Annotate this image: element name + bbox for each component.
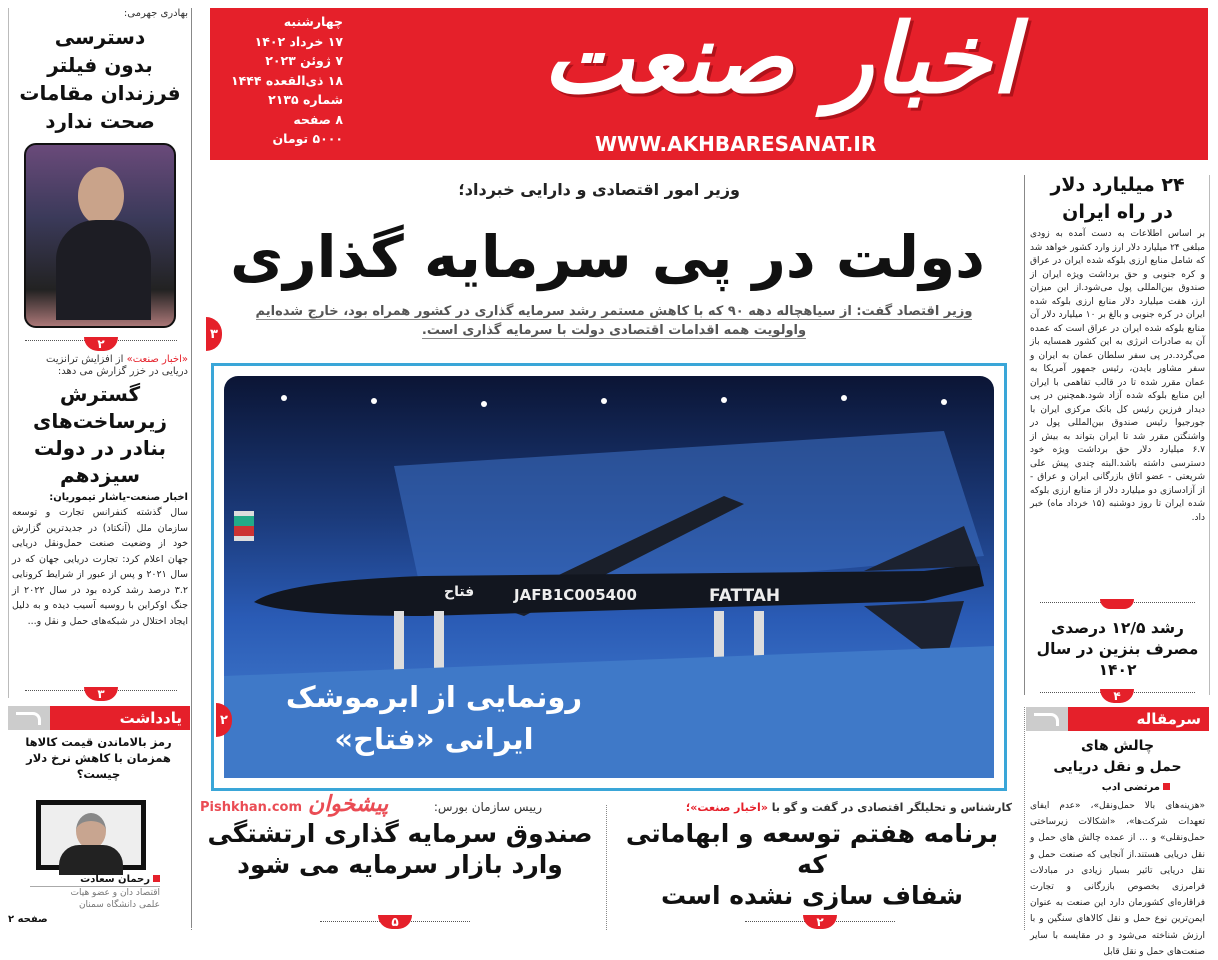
headline-line: شفاف سازی نشده است xyxy=(660,881,964,910)
headline-line: صندوق سرمایه گذاری ارتشتگی xyxy=(207,819,593,848)
column-divider xyxy=(1024,175,1025,695)
section-title: سرمقاله xyxy=(1068,707,1209,731)
photo-frame xyxy=(211,363,1007,791)
right-story-2-headline[interactable] xyxy=(1030,618,1205,681)
headline-line: در راه ایران xyxy=(1062,201,1173,223)
headline-line: حمل و نقل دریایی xyxy=(1053,759,1182,775)
date-lunar: ۱۸ ذی‌القعده ۱۴۴۴ xyxy=(230,72,343,88)
missile-name-fa: فتاح xyxy=(444,584,475,600)
headline-line: چالش های xyxy=(1080,738,1155,754)
author-role: علمی دانشگاه سمنان xyxy=(78,900,160,910)
logo: اخبار صنعت xyxy=(542,3,1018,115)
headline-line: صحت ندارد xyxy=(45,109,155,133)
kicker-text: از افزایش ترانزیت xyxy=(46,354,124,365)
missile-photo xyxy=(224,376,994,778)
bottom-right-story xyxy=(612,800,1012,911)
page-count: ۸ صفحه xyxy=(293,111,343,127)
headline-line: سیزدهم xyxy=(59,463,141,487)
caption-line: رونمایی از ابرموشک xyxy=(285,680,583,714)
headline-line: بنادر در دولت xyxy=(33,436,167,460)
column-divider xyxy=(8,8,9,698)
story-headline[interactable] xyxy=(612,818,1012,911)
headline-line: زیرساخت‌های xyxy=(33,409,167,433)
story-kicker xyxy=(12,354,188,378)
price: ۵۰۰۰ تومان xyxy=(272,131,343,146)
section-title: یادداشت xyxy=(50,706,190,730)
kicker-brand: «اخبار صنعت» xyxy=(126,354,188,365)
page-badge[interactable]: ۲ xyxy=(84,337,118,351)
bullet-icon xyxy=(1163,783,1170,790)
section-header-editorial xyxy=(1026,707,1209,731)
headline-line: گسترش xyxy=(59,382,141,406)
story-kicker: بهادری جهرمی: xyxy=(123,8,188,19)
headline-line: رمز بالاماندن قیمت کالاها xyxy=(25,735,172,749)
story-headline[interactable] xyxy=(1030,172,1205,226)
column-divider xyxy=(1024,707,1025,930)
story-headline[interactable] xyxy=(12,23,188,135)
page-badge[interactable]: ۳ xyxy=(206,317,222,351)
column-divider xyxy=(606,805,607,930)
story-kicker: رییس سازمان بورس: xyxy=(433,800,542,814)
story-headline[interactable] xyxy=(12,381,188,489)
headline-line: ۲۴ میلیارد دلار xyxy=(1050,174,1185,196)
left-story-1 xyxy=(12,8,188,328)
page-badge[interactable]: ۲ xyxy=(803,915,837,929)
masthead-info xyxy=(218,12,343,149)
author-photo xyxy=(36,800,146,870)
column-divider xyxy=(1209,175,1210,695)
lead-summary-line: واولویت همه اقدامات اقتصادی دولت با سرمایه گذاری است. xyxy=(421,323,807,338)
lead-kicker: وزیر امور اقتصادی و دارایی خبرداد؛ xyxy=(458,180,740,199)
page-ref[interactable]: صفحه ۲ xyxy=(8,914,48,925)
headline-line: وارد بازار سرمایه می شود xyxy=(237,850,563,879)
author-name: رحمان سعادت xyxy=(80,874,150,885)
headline-line: بدون فیلتر xyxy=(47,53,153,77)
page-badge[interactable]: ۲ xyxy=(216,703,232,737)
page-badge[interactable]: ۳ xyxy=(84,687,118,701)
photo-caption xyxy=(244,676,624,760)
lead-summary xyxy=(228,302,1000,340)
masthead xyxy=(210,3,1208,160)
headline-line: دسترسی xyxy=(54,25,146,49)
right-story-1 xyxy=(1030,172,1205,525)
bullet-icon xyxy=(153,875,160,882)
kicker-text: دریایی در خزر گزارش می دهد: xyxy=(57,366,188,377)
headline-line: همزمان با کاهش نرخ دلار چیست؟ xyxy=(26,751,171,781)
note-headline[interactable] xyxy=(7,734,190,782)
kicker-brand: «اخبار صنعت»؛ xyxy=(685,801,768,814)
missile-name: FATTAH xyxy=(709,586,781,606)
spokesman-photo xyxy=(24,143,176,328)
arrow-icon xyxy=(1026,707,1068,731)
editorial-body: «هزینه‌های بالا حمل‌ونقل»، «عدم ایفای تعهدات شرکت‌ها»، «اشکالات زیرساختی حمل‌ونقلی» و ... از عمده چالش های حمل و نقل دریایی هستند.از آنجایی که صنعت حمل و نقل دریایی تاثیر بسیار زیادی در مبادلات فرامرزی بخصوص بازرگانی و تجارت فراقاره‌ای کشورمان دارد این صنعت به عنوان ایمن‌ترین نوع حمل و نقل کالاهای سنگین و با ارزش شناخته می‌شود و در مقایسه با سایر صنعت‌های حمل و نقل قابل xyxy=(1030,801,1205,957)
website-url: WWW.AKHBARESANAT.IR xyxy=(595,132,877,156)
lead-headline: دولت در پی سرمایه گذاری xyxy=(230,223,985,291)
date-solar: ۱۷ خرداد ۱۴۰۲ xyxy=(254,33,343,49)
kicker-text: کارشناس و تحلیلگر اقتصادی در گفت و گو با xyxy=(771,801,1012,814)
author-role: اقتصاد دان و عضو هیات xyxy=(70,888,160,898)
story-headline[interactable] xyxy=(198,818,602,880)
headline-line: برنامه هفتم توسعه و ابهاماتی که xyxy=(625,819,999,879)
watermark-en: Pishkhan.com xyxy=(200,800,303,815)
headline-line: مصرف بنزین در سال xyxy=(1036,640,1199,658)
missile-serial: JAFB1C005400 xyxy=(514,586,637,604)
issue-number: شماره ۲۱۳۵ xyxy=(268,92,343,107)
headline-line: ۱۴۰۲ xyxy=(1098,661,1137,679)
headline-line: رشد ۱۲/۵ درصدی xyxy=(1051,619,1184,637)
editorial-headline[interactable] xyxy=(1030,736,1205,778)
story-kicker xyxy=(612,800,1012,815)
page-badge[interactable]: ۵ xyxy=(378,915,412,929)
page-badge xyxy=(1100,599,1134,609)
column-divider xyxy=(191,706,192,930)
caption-line: ایرانی «فتاح» xyxy=(334,722,534,756)
headline-line: فرزندان مقامات xyxy=(19,81,181,105)
date-gregorian: ۷ ژوئن ۲۰۲۳ xyxy=(265,53,343,68)
watermark xyxy=(200,792,388,818)
section-header-note xyxy=(8,706,190,730)
watermark-fa: پیشخوان xyxy=(308,792,389,817)
weekday: چهارشنبه xyxy=(283,14,343,29)
story-body: سال گذشته کنفرانس تجارت و توسعه سازمان ملل (آنکتاد) در جدیدترین گزارش خود از وضعیت صنعت حمل‌ونقل دریایی جهان اعلام کرد: تجارت دریایی جهان که در سال ۲۰۲۱ و پس از عبور از شرایط کرونایی ۳.۲ درصد رشد کرده بود در سال ۲۰۲۲ از جنگ اوکراین با روسیه آسیب دیده و به دلیل ایجاد اختلال در شبکه‌های حمل و نقل و... xyxy=(12,507,189,627)
left-story-2 xyxy=(12,354,188,629)
author-name: مرتضی ادب xyxy=(1101,782,1160,793)
story-body: بر اساس اطلاعات به دست آمده به زودی مبلغی ۲۴ میلیارد دلار ارز وارد کشور خواهد شد که شامل منابع ارزی بلوکه شده ایران در عراق و کره جنوبی و حق برداشت ویژه ایران از صندوق بین‌المللی پول می‌شود.از این میزان ارز، هفت میلیارد دلار منابع ارزی بلوکه شده ایران در کره جنوبی و بالغ بر ۱۰ میلیارد دلار آن منابع بلوکه شده ایران در عراق است که عمده آن به صادرات انرژی به این کشور همسایه باز می‌گردد.در پی سفر سلطان عمان به ایران و سفر مشاور بایدن، رئیس جمهور آمریکا به عمان مقرر شده تا در قالب تفاهمی با ایران این منابع بلوکه شده آزاد شود.همچنین در پی دیدار فرزین رئیس کل بانک مرکزی ایران با جورجیوا رئیس صندوق بین‌المللی پول در واشنگتن مقرر شد تا ایران بتواند به بیش از ۶.۷ میلیارد دلار حق برداشت ویژه خود دسترسی داشته باشد.البته چندی پیش علی شریعتی - عضو اتاق بازرگانی ایران و عراق - از آزادسازی دو میلیارد دلار از منابع ارزی بلوکه شده ایران تا روز دوشنبه (۱۵ خرداد ماه) خبر داد. xyxy=(1030,229,1205,523)
arrow-icon xyxy=(8,706,50,730)
byline: اخبار صنعت-یاشار تیموریان: xyxy=(49,492,188,503)
note-author xyxy=(30,873,160,911)
page-badge[interactable]: ۴ xyxy=(1100,689,1134,703)
editorial-author xyxy=(1030,781,1170,795)
lead-summary-line: وزیر اقتصاد گفت: از سیاهچاله دهه ۹۰ که با کاهش مستمر رشد سرمایه گذاری در کشور همراه بود، خارج شده‌ایم xyxy=(255,304,973,319)
